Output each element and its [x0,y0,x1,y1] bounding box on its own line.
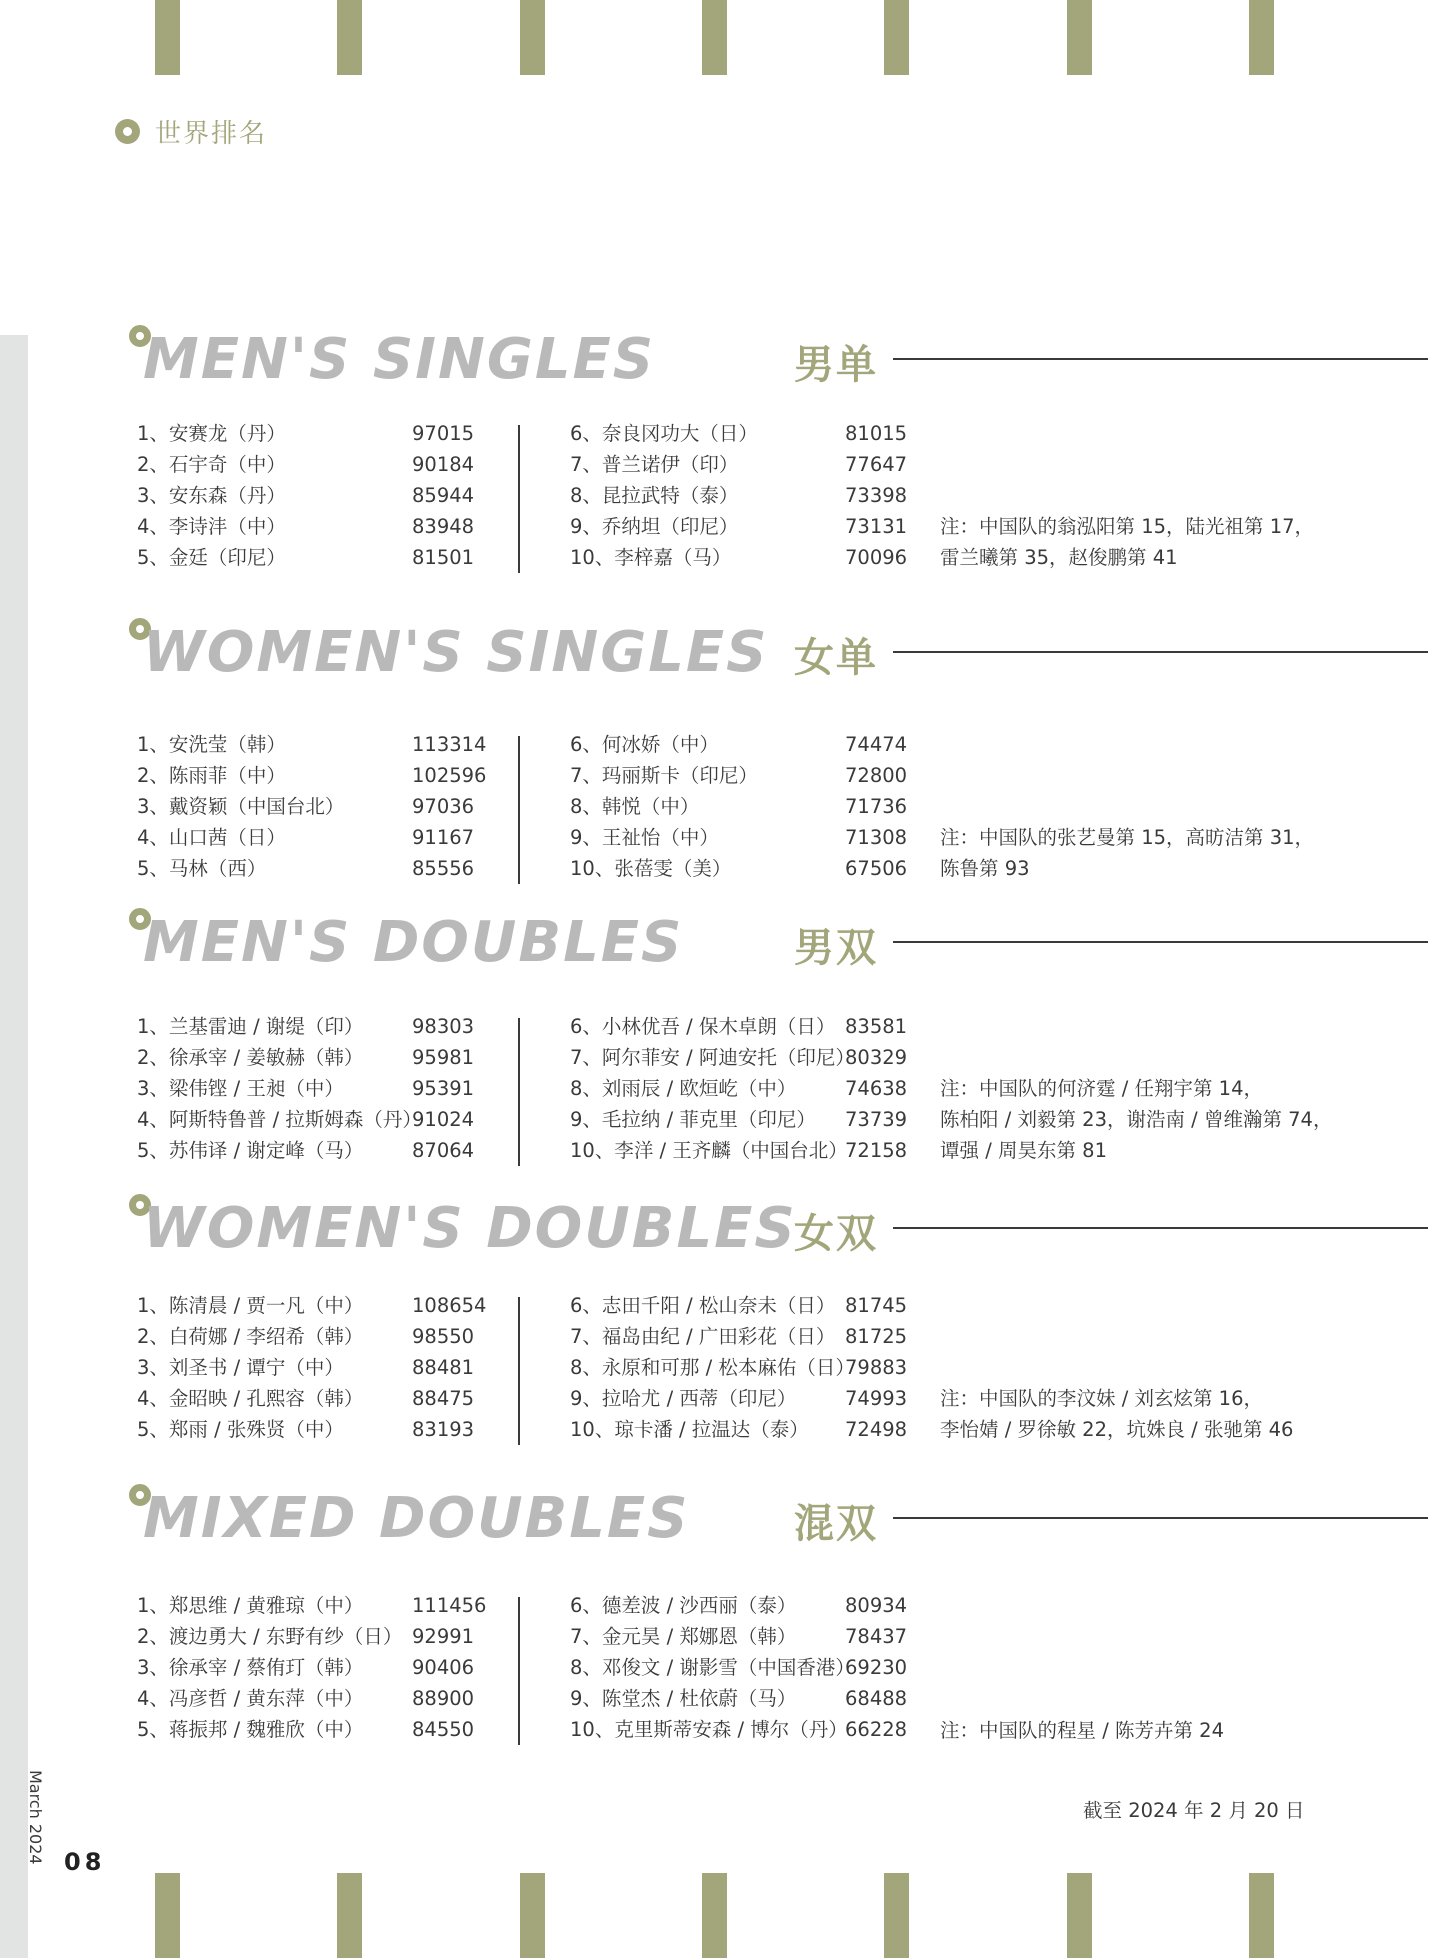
ranking-row [137,1290,492,1321]
ranking-points: 81501 [412,546,475,569]
player-name: 9、毛拉纳 / 菲克里（印尼） [570,1108,816,1131]
player-name: 9、王祉怡（中） [570,826,719,849]
ranking-points: 88475 [412,1387,475,1410]
ranking-row [137,760,492,791]
ranking-points: 71308 [845,826,908,849]
stripe [155,1873,180,1958]
player-name: 10、李梓嘉（马） [570,546,732,569]
ranking-row [137,1011,492,1042]
column-divider [518,1297,520,1445]
player-name: 4、李诗沣（中） [137,515,286,538]
player-name: 7、玛丽斯卡（印尼） [570,764,758,787]
ranking-column-right [570,418,925,573]
ranking-row [570,1352,925,1383]
section-womens-doubles [0,1194,1440,1474]
player-name: 6、何冰娇（中） [570,733,719,756]
ranking-points: 95391 [412,1077,475,1100]
ranking-points: 83948 [412,515,475,538]
stripe [520,1873,545,1958]
ranking-points: 85944 [412,484,475,507]
ranking-points: 71736 [845,795,908,818]
ranking-points: 87064 [412,1139,475,1162]
ranking-points: 102596 [412,764,487,787]
ranking-points: 81015 [845,422,908,445]
issue-month: March [26,1770,45,1819]
column-divider [518,1597,520,1745]
ranking-points: 111456 [412,1594,487,1617]
stripe [1067,0,1092,75]
stripe [1249,1873,1274,1958]
section-note [940,1383,1293,1445]
ranking-column-left [137,1011,492,1166]
ranking-points: 73398 [845,484,908,507]
stripe [702,1873,727,1958]
ranking-points: 72158 [845,1139,908,1162]
column-divider [518,736,520,884]
ranking-points: 83193 [412,1418,475,1441]
player-name: 8、昆拉武特（泰） [570,484,739,507]
ranking-points: 90184 [412,453,475,476]
player-name: 1、安赛龙（丹） [137,422,286,445]
ranking-row [570,480,925,511]
issue-date-vertical [26,1770,45,1865]
player-name: 4、金昭映 / 孔熙容（韩） [137,1387,364,1410]
player-name: 5、金廷（印尼） [137,546,286,569]
player-name: 9、拉哈尤 / 西蒂（印尼） [570,1387,797,1410]
ranking-points: 91024 [412,1108,475,1131]
stripe [884,0,909,75]
section-rule [893,1227,1428,1229]
ranking-row [570,853,925,884]
ranking-row [570,1290,925,1321]
player-name: 2、石宇奇（中） [137,453,286,476]
ranking-row [570,791,925,822]
ranking-points: 77647 [845,453,908,476]
ranking-points: 98550 [412,1325,475,1348]
ranking-points: 108654 [412,1294,487,1317]
ranking-row [137,791,492,822]
ranking-points: 97015 [412,422,475,445]
player-name: 10、张蓓雯（美） [570,857,732,880]
note-line: 注：中国队的何济霆 / 任翔宇第 14， [940,1077,1263,1100]
player-name: 5、蒋振邦 / 魏雅欣（中） [137,1718,364,1741]
player-name: 3、刘圣书 / 谭宁（中） [137,1356,344,1379]
player-name: 1、郑思维 / 黄雅琼（中） [137,1594,364,1617]
ranking-column-right [570,729,925,884]
note-line: 雷兰曦第 35，赵俊鹏第 41 [940,546,1178,569]
player-name: 4、山口茜（日） [137,826,286,849]
ranking-row [137,729,492,760]
ranking-column-right [570,1590,925,1745]
section-title-cn: 女双 [794,1211,878,1257]
page-header [115,113,267,150]
ranking-points: 84550 [412,1718,475,1741]
ranking-row [570,1011,925,1042]
ranking-row [570,1042,925,1073]
player-name: 6、小林优吾 / 保木卓朗（日） [570,1015,836,1038]
ranking-row [570,760,925,791]
ranking-row [137,822,492,853]
note-line: 谭强 / 周昊东第 81 [940,1139,1107,1162]
ranking-points: 90406 [412,1656,475,1679]
ranking-points: 69230 [845,1656,908,1679]
section-rule [893,651,1428,653]
ranking-row [137,542,492,573]
ranking-row [137,1652,492,1683]
ranking-points: 81725 [845,1325,908,1348]
player-name: 10、克里斯蒂安森 / 博尔（丹） [570,1718,848,1741]
ranking-points: 72800 [845,764,908,787]
ranking-row [570,1321,925,1352]
column-divider [518,1018,520,1166]
player-name: 1、安洗莹（韩） [137,733,286,756]
player-name: 2、徐承宰 / 姜敏赫（韩） [137,1046,364,1069]
player-name: 7、金元昊 / 郑娜恩（韩） [570,1625,797,1648]
ranking-row [137,1135,492,1166]
section-mixed-doubles [0,1484,1440,1764]
player-name: 10、李洋 / 王齐麟（中国台北） [570,1139,848,1162]
ranking-points: 98303 [412,1015,475,1038]
ranking-row [137,1621,492,1652]
section-note [940,1073,1332,1166]
player-name: 8、刘雨辰 / 欧烜屹（中） [570,1077,797,1100]
ranking-column-left [137,729,492,884]
ranking-row [570,1135,925,1166]
ranking-row [570,1414,925,1445]
ranking-points: 88900 [412,1687,475,1710]
player-name: 5、郑雨 / 张殊贤（中） [137,1418,344,1441]
player-name: 9、陈堂杰 / 杜依蔚（马） [570,1687,797,1710]
ranking-row [570,1652,925,1683]
ranking-points: 83581 [845,1015,908,1038]
player-name: 8、邓俊文 / 谢影雪（中国香港） [570,1656,855,1679]
ranking-points: 85556 [412,857,475,880]
ranking-column-right [570,1290,925,1445]
player-name: 3、安东森（丹） [137,484,286,507]
ranking-row [137,853,492,884]
ranking-points: 95981 [412,1046,475,1069]
ranking-points: 80934 [845,1594,908,1617]
section-rule [893,1517,1428,1519]
player-name: 4、阿斯特鲁普 / 拉斯姆森（丹） [137,1108,422,1131]
player-name: 2、渡边勇大 / 东野有纱（日） [137,1625,403,1648]
section-rule [893,941,1428,943]
ranking-points: 88481 [412,1356,475,1379]
ranking-points: 78437 [845,1625,908,1648]
player-name: 7、阿尔菲安 / 阿迪安托（印尼） [570,1046,855,1069]
ranking-row [137,1321,492,1352]
section-title-cn: 女单 [794,635,878,681]
note-line: 注：中国队的李汶妹 / 刘玄炫第 16， [940,1387,1263,1410]
ranking-column-right [570,1011,925,1166]
section-note [940,822,1314,884]
ranking-points: 68488 [845,1687,908,1710]
section-title-en: MEN'S DOUBLES [143,910,684,975]
ranking-row [570,822,925,853]
ranking-row [137,511,492,542]
page-number: 08 [64,1848,106,1876]
player-name: 1、兰基雷迪 / 谢缇（印） [137,1015,364,1038]
ranking-points: 67506 [845,857,908,880]
ranking-row [137,418,492,449]
section-mens-doubles [0,908,1440,1188]
ranking-row [570,449,925,480]
ranking-row [137,1104,492,1135]
ranking-points: 113314 [412,733,487,756]
player-name: 3、徐承宰 / 蔡侑玎（韩） [137,1656,364,1679]
note-line: 注：中国队的张艺曼第 15，高昉洁第 31， [940,826,1315,849]
player-name: 7、普兰诺伊（印） [570,453,739,476]
stripe [155,0,180,75]
player-name: 1、陈清晨 / 贾一凡（中） [137,1294,364,1317]
section-mens-singles [0,325,1440,605]
ranking-points: 81745 [845,1294,908,1317]
ranking-row [570,542,925,573]
note-line: 陈柏阳 / 刘毅第 23，谢浩南 / 曾维瀚第 74， [940,1108,1333,1131]
section-title-cn: 男单 [794,342,878,388]
date-note: 截至 2024 年 2 月 20 日 [1083,1799,1305,1822]
ranking-points: 72498 [845,1418,908,1441]
section-title-cn: 男双 [794,925,878,971]
section-rule [893,358,1428,360]
ranking-row [137,1714,492,1745]
player-name: 7、福岛由纪 / 广田彩花（日） [570,1325,836,1348]
ranking-row [137,1590,492,1621]
ranking-points: 97036 [412,795,475,818]
ranking-points: 66228 [845,1718,908,1741]
ranking-column-left [137,418,492,573]
stripe [702,0,727,75]
stripe [337,0,362,75]
ranking-row [570,418,925,449]
player-name: 3、梁伟铿 / 王昶（中） [137,1077,344,1100]
player-name: 6、志田千阳 / 松山奈未（日） [570,1294,836,1317]
player-name: 3、戴资颖（中国台北） [137,795,345,818]
ranking-points: 73739 [845,1108,908,1131]
ranking-row [570,1621,925,1652]
stripe [520,0,545,75]
stripe [884,1873,909,1958]
column-divider [518,425,520,573]
ranking-row [137,1352,492,1383]
ranking-row [570,1073,925,1104]
note-line: 陈鲁第 93 [940,857,1030,880]
ranking-column-left [137,1590,492,1745]
ranking-points: 74638 [845,1077,908,1100]
stripe [1249,0,1274,75]
ranking-points: 73131 [845,515,908,538]
stripe [1067,1873,1092,1958]
section-title-cn: 混双 [794,1501,878,1547]
ranking-points: 91167 [412,826,475,849]
ranking-row [570,511,925,542]
note-line: 注：中国队的程星 / 陈芳卉第 24 [940,1719,1224,1742]
section-note [940,511,1314,573]
player-name: 4、冯彦哲 / 黄东萍（中） [137,1687,364,1710]
ranking-row [137,1383,492,1414]
ranking-column-left [137,1290,492,1445]
ranking-row [137,480,492,511]
note-line: 注：中国队的翁泓阳第 15，陆光祖第 17， [940,515,1315,538]
ranking-points: 80329 [845,1046,908,1069]
section-womens-singles [0,618,1440,898]
section-title-en: WOMEN'S DOUBLES [143,1196,797,1261]
section-note [940,1715,1224,1746]
ranking-row [137,1073,492,1104]
section-title-en: WOMEN'S SINGLES [143,620,769,685]
ranking-points: 74474 [845,733,908,756]
ranking-points: 70096 [845,546,908,569]
player-name: 8、永原和可那 / 松本麻佑（日） [570,1356,855,1379]
ranking-row [137,1042,492,1073]
ranking-row [570,1590,925,1621]
ranking-row [137,1414,492,1445]
player-name: 2、陈雨菲（中） [137,764,286,787]
ranking-row [570,1714,925,1745]
note-line: 李怡婧 / 罗徐敏 22，坑姝良 / 张驰第 46 [940,1418,1294,1441]
player-name: 9、乔纳坦（印尼） [570,515,739,538]
stripe [337,1873,362,1958]
player-name: 5、马林（西） [137,857,267,880]
section-title-en: MEN'S SINGLES [143,327,656,392]
ranking-points: 92991 [412,1625,475,1648]
ranking-row [570,1104,925,1135]
ranking-row [137,449,492,480]
ranking-points: 79883 [845,1356,908,1379]
issue-year: 2024 [26,1823,45,1865]
target-icon [115,119,140,144]
player-name: 5、苏伟译 / 谢定峰（马） [137,1139,364,1162]
page-title: 世界排名 [155,119,268,149]
ranking-row [570,729,925,760]
player-name: 6、奈良冈功大（日） [570,422,758,445]
ranking-row [570,1683,925,1714]
player-name: 6、德差波 / 沙西丽（泰） [570,1594,797,1617]
ranking-points: 74993 [845,1387,908,1410]
player-name: 2、白荷娜 / 李绍希（韩） [137,1325,364,1348]
ranking-row [570,1383,925,1414]
section-title-en: MIXED DOUBLES [143,1486,690,1551]
player-name: 10、琼卡潘 / 拉温达（泰） [570,1418,809,1441]
ranking-row [137,1683,492,1714]
player-name: 8、韩悦（中） [570,795,700,818]
